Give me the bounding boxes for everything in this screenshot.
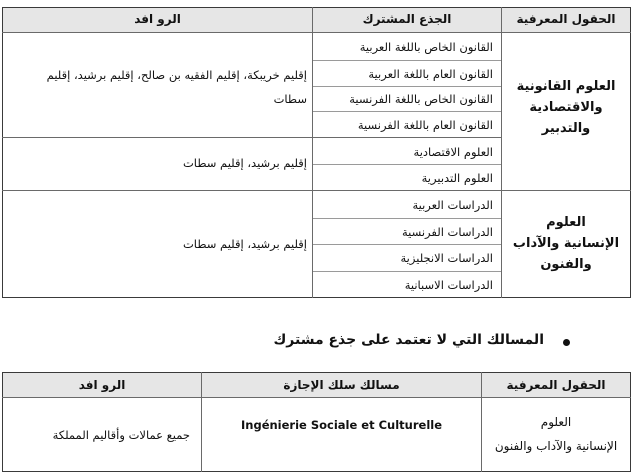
- trunk-english-studies: الدراسات الانجليزية: [400, 251, 493, 265]
- affiliates-law: إقليم خريبكة، إقليم الفقيه بن صالح، إقليم برشيد، إقليم سطات: [46, 68, 307, 106]
- trunk-french-studies: الدراسات الفرنسية: [401, 225, 493, 239]
- t2-track-ingenierie: Ingénierie Sociale et Culturelle: [241, 418, 442, 432]
- t2-affiliates-all: جميع عمالات وأقاليم المملكة: [52, 428, 190, 442]
- trunk-public-law-ar: القانون العام باللغة العربية: [368, 67, 493, 81]
- trunk-private-law-fr: القانون الخاص باللغة الفرنسية: [349, 92, 493, 106]
- t2-field-humanities: العلوم الإنسانية والآداب والفنون: [494, 415, 618, 453]
- affiliates-humanities: إقليم برشيد، إقليم سطات: [182, 237, 307, 251]
- trunk-economics: العلوم الاقتصادية: [413, 145, 493, 159]
- affiliates-economics: إقليم برشيد، إقليم سطات: [182, 156, 307, 170]
- trunk-private-law-ar: القانون الخاص باللغة العربية: [359, 40, 493, 54]
- trunk-public-law-fr: القانون العام باللغة الفرنسية: [357, 118, 493, 132]
- trunk-spanish-studies: الدراسات الاسبانية: [404, 278, 493, 292]
- trunk-management: العلوم التدبيرية: [421, 171, 493, 185]
- header-affiliates: الرو افد: [134, 12, 181, 26]
- field-humanities: العلوم الإنسانية والآداب والفنون: [512, 215, 620, 272]
- section-title: المسالك التي لا تعتمد على جذع مشترك: [273, 332, 544, 348]
- trunk-arabic-studies: الدراسات العربية: [412, 198, 493, 212]
- header-trunk: الجذع المشترك: [362, 12, 452, 26]
- t2-header-track: مسالك سلك الإجازة: [283, 378, 400, 392]
- bullet-icon: [563, 339, 570, 346]
- field-legal-economic: العلوم القانونية والاقتصادية والتدبير: [516, 79, 616, 136]
- t2-header-affiliates: الرو افد: [78, 378, 126, 392]
- t2-header-field: الحقول المعرفية: [506, 378, 606, 392]
- header-field: الحقول المعرفية: [516, 12, 616, 26]
